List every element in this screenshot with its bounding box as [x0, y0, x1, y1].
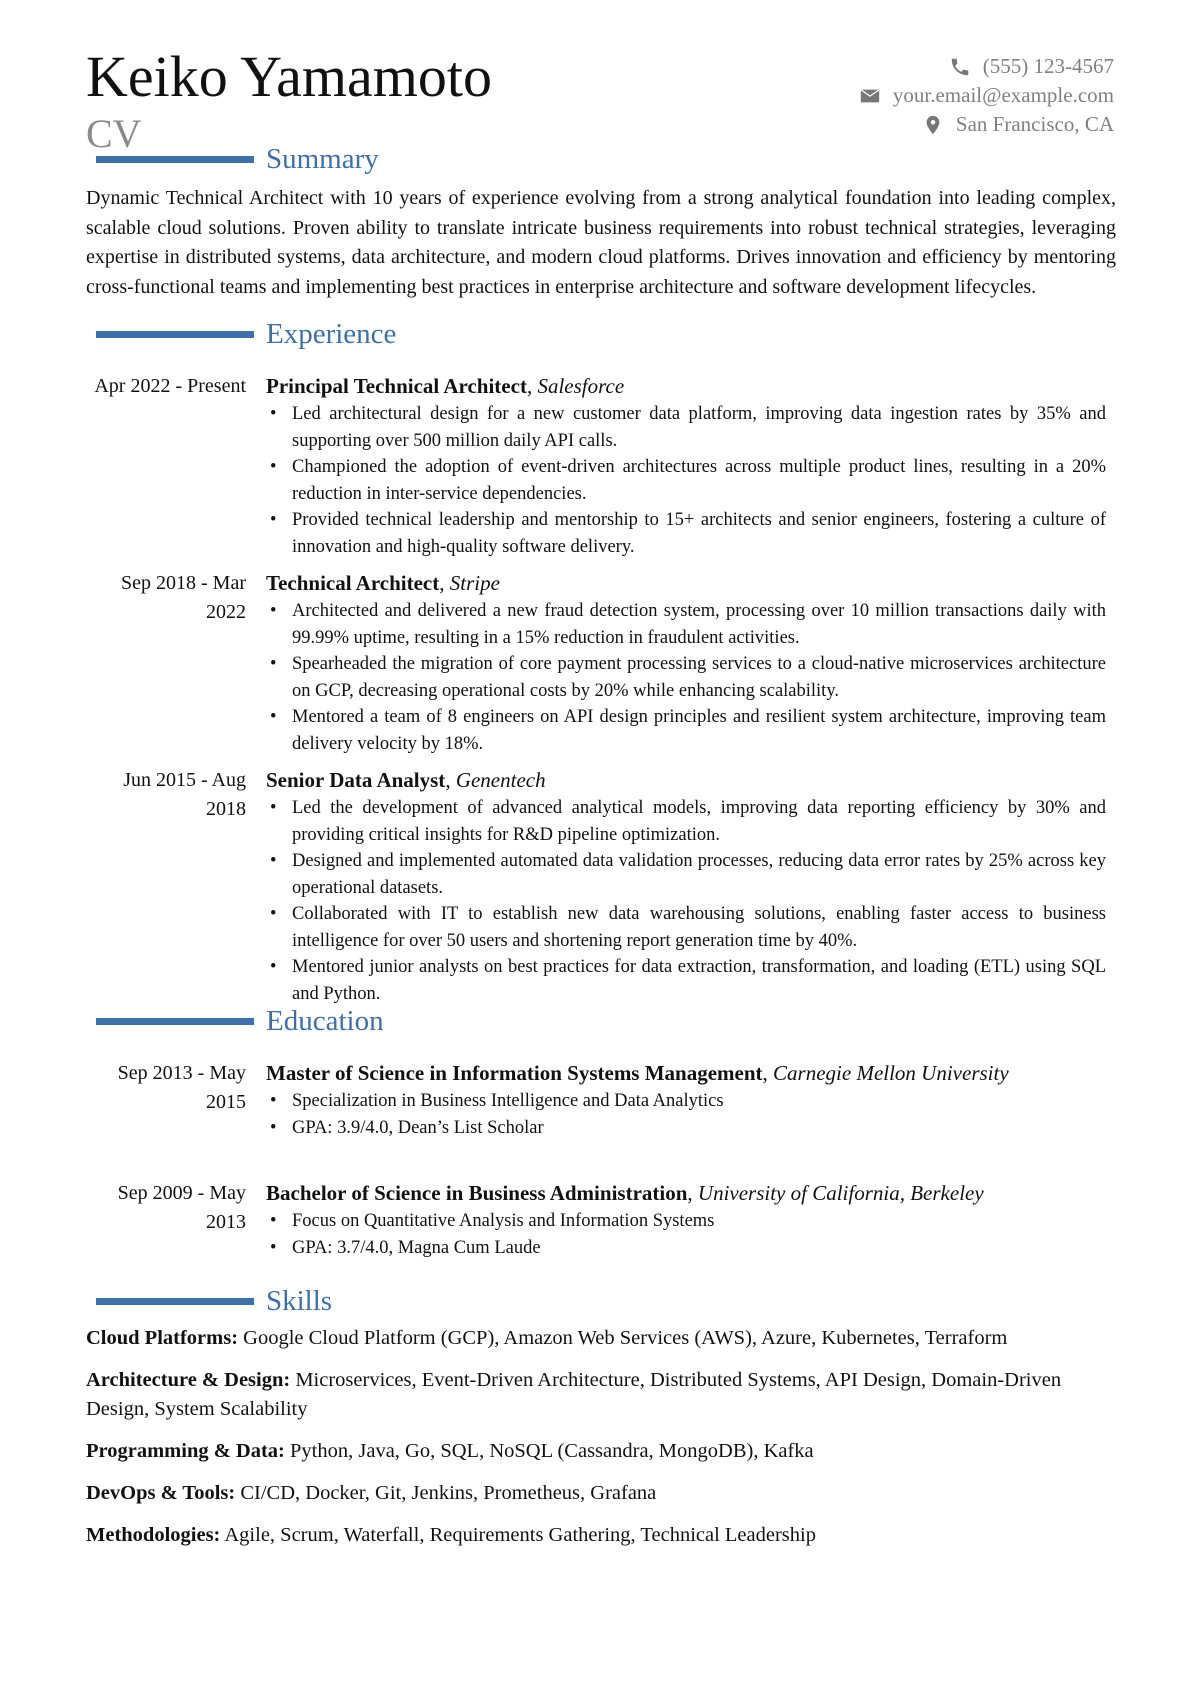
document-subtitle: CV [86, 111, 142, 156]
entry-body [266, 766, 1106, 1007]
entry-body [266, 1059, 1106, 1141]
entry-org: Salesforce [537, 374, 625, 398]
entry-date: Sep 2009 - May 2013 [117, 1182, 246, 1233]
entry-body [266, 1179, 1106, 1261]
skill-row [86, 1324, 1116, 1353]
email-link[interactable]: your.email@example.com [892, 83, 1114, 107]
entry-date: Sep 2013 - May 2015 [117, 1062, 246, 1113]
skill-value: Microservices, Event-Driven Architecture, Distributed Systems, API Design, Domain-Driven Design, System Scalability [86, 1369, 1062, 1420]
entry-bullets [266, 598, 1106, 757]
list-item: • Mentored junior analysts on best practices for data extraction, transformation, and loading (ETL) using SQL and Python. [266, 954, 1106, 1007]
entry-org: Stripe [449, 571, 500, 595]
entry-org: Genentech [455, 768, 546, 792]
skill-label: Programming & Data: [86, 1440, 285, 1462]
list-item: • GPA: 3.9/4.0, Dean’s List Scholar [266, 1115, 1106, 1142]
contact-phone [859, 52, 1114, 81]
entry-school: Carnegie Mellon University [773, 1061, 1009, 1085]
list-item: • Led architectural design for a new customer data platform, improving data ingestion rates by 35% and supporting over 500 million daily API calls. [266, 401, 1106, 454]
list-item: • Championed the adoption of event-driven architectures across multiple product lines, resulting in a 20% reduction in inter-service dependencies. [266, 454, 1106, 507]
section-title-summary: Summary [266, 142, 379, 175]
entry-degree: Master of Science in Information Systems Management [266, 1061, 763, 1085]
phone-icon [949, 56, 971, 78]
location-text: San Francisco, CA [955, 112, 1114, 136]
entry-heading: Technical Architect, Stripe [266, 571, 500, 595]
section-bar [96, 331, 254, 338]
section-header-experience [96, 317, 396, 351]
skill-row [86, 1521, 1116, 1550]
entry-bullets [266, 1208, 1106, 1261]
section-title-skills: Skills [266, 1284, 333, 1317]
skill-value: Python, Java, Go, SQL, NoSQL (Cassandra, MongoDB), Kafka [290, 1440, 814, 1462]
section-title-experience: Experience [266, 317, 397, 350]
map-pin-icon [922, 114, 944, 136]
section-header-skills [96, 1284, 332, 1318]
entry-heading: Senior Data Analyst, Genentech [266, 768, 546, 792]
skill-label: Methodologies: [86, 1524, 221, 1546]
skills-list [86, 1324, 1116, 1563]
list-item: • Collaborated with IT to establish new data warehousing solutions, enabling faster access to business intelligence for over 50 users and shortening report generation time by 40%. [266, 901, 1106, 954]
entry-date: Jun 2015 - Aug 2018 [123, 769, 246, 820]
entry-heading: Principal Technical Architect, Salesforce [266, 374, 625, 398]
entry-bullets [266, 795, 1106, 1007]
skill-value: Agile, Scrum, Waterfall, Requirements Gathering, Technical Leadership [224, 1524, 816, 1546]
entry-role: Senior Data Analyst [266, 768, 446, 792]
list-item: • Spearheaded the migration of core payment processing services to a cloud-native microservices architecture on GCP, decreasing operational costs by 20% while enhancing scalability. [266, 651, 1106, 704]
skill-label: Architecture & Design: [86, 1369, 291, 1391]
skill-row [86, 1366, 1116, 1424]
entry-bullets [266, 1088, 1106, 1141]
entry-heading: Bachelor of Science in Business Administration, University of California, Berkeley [266, 1181, 984, 1205]
skill-value: CI/CD, Docker, Git, Jenkins, Prometheus, Grafana [240, 1482, 657, 1504]
entry-school: University of California, Berkeley [697, 1181, 984, 1205]
list-item: • Led the development of advanced analytical models, improving data reporting efficiency by 30% and providing critical insights for R&D pipeline optimization. [266, 795, 1106, 848]
list-item: • Focus on Quantitative Analysis and Information Systems [266, 1208, 1106, 1235]
section-bar [96, 156, 254, 163]
phone-text: (555) 123-4567 [982, 54, 1114, 78]
skill-label: DevOps & Tools: [86, 1482, 236, 1504]
contact-block [859, 52, 1114, 139]
entry-heading: Master of Science in Information Systems Management, Carnegie Mellon University [266, 1061, 1009, 1085]
section-bar [96, 1298, 254, 1305]
skill-value: Google Cloud Platform (GCP), Amazon Web Services (AWS), Azure, Kubernetes, Terraform [243, 1327, 1008, 1349]
entry-role: Principal Technical Architect [266, 374, 527, 398]
entry-body [266, 569, 1106, 757]
entry-body [266, 372, 1106, 560]
contact-location [859, 110, 1114, 139]
section-header-summary [96, 142, 379, 176]
entry-role: Technical Architect [266, 571, 440, 595]
list-item: • Mentored a team of 8 engineers on API design principles and resilient system architecture, improving team delivery velocity by 18%. [266, 704, 1106, 757]
entry-date: Apr 2022 - Present [94, 375, 246, 397]
list-item: • Architected and delivered a new fraud detection system, processing over 10 million transactions daily with 99.99% uptime, resulting in a 15% reduction in fraudulent activities. [266, 598, 1106, 651]
section-title-education: Education [266, 1004, 384, 1037]
list-item: • Designed and implemented automated data validation processes, reducing data error rates by 25% across key operational datasets. [266, 848, 1106, 901]
list-item: • Provided technical leadership and mentorship to 15+ architects and senior engineers, fostering a culture of innovation and high-quality software delivery. [266, 507, 1106, 560]
contact-email[interactable] [859, 81, 1114, 110]
entry-degree: Bachelor of Science in Business Administration [266, 1181, 688, 1205]
list-item: • Specialization in Business Intelligence and Data Analytics [266, 1088, 1106, 1115]
summary-text: Dynamic Technical Architect with 10 years of experience evolving from a strong analytical foundation into leading complex, scalable cloud solutions. Proven ability to translate intricate business requirements into robust technical strategies, leveraging expertise in distributed systems, data architecture, and modern cloud platforms. Drives innovation and efficiency by mentoring cross-functional teams and implementing best practices in enterprise architecture and software development lifecycles. [86, 187, 1116, 298]
skill-label: Cloud Platforms: [86, 1327, 239, 1349]
list-item: • GPA: 3.7/4.0, Magna Cum Laude [266, 1235, 1106, 1262]
entry-date: Sep 2018 - Mar 2022 [121, 572, 246, 623]
entry-bullets [266, 401, 1106, 560]
skill-row [86, 1479, 1116, 1508]
person-name: Keiko Yamamoto [86, 44, 492, 109]
section-header-education [96, 1004, 384, 1038]
envelope-icon [859, 85, 881, 107]
skill-row [86, 1437, 1116, 1466]
section-bar [96, 1018, 254, 1025]
